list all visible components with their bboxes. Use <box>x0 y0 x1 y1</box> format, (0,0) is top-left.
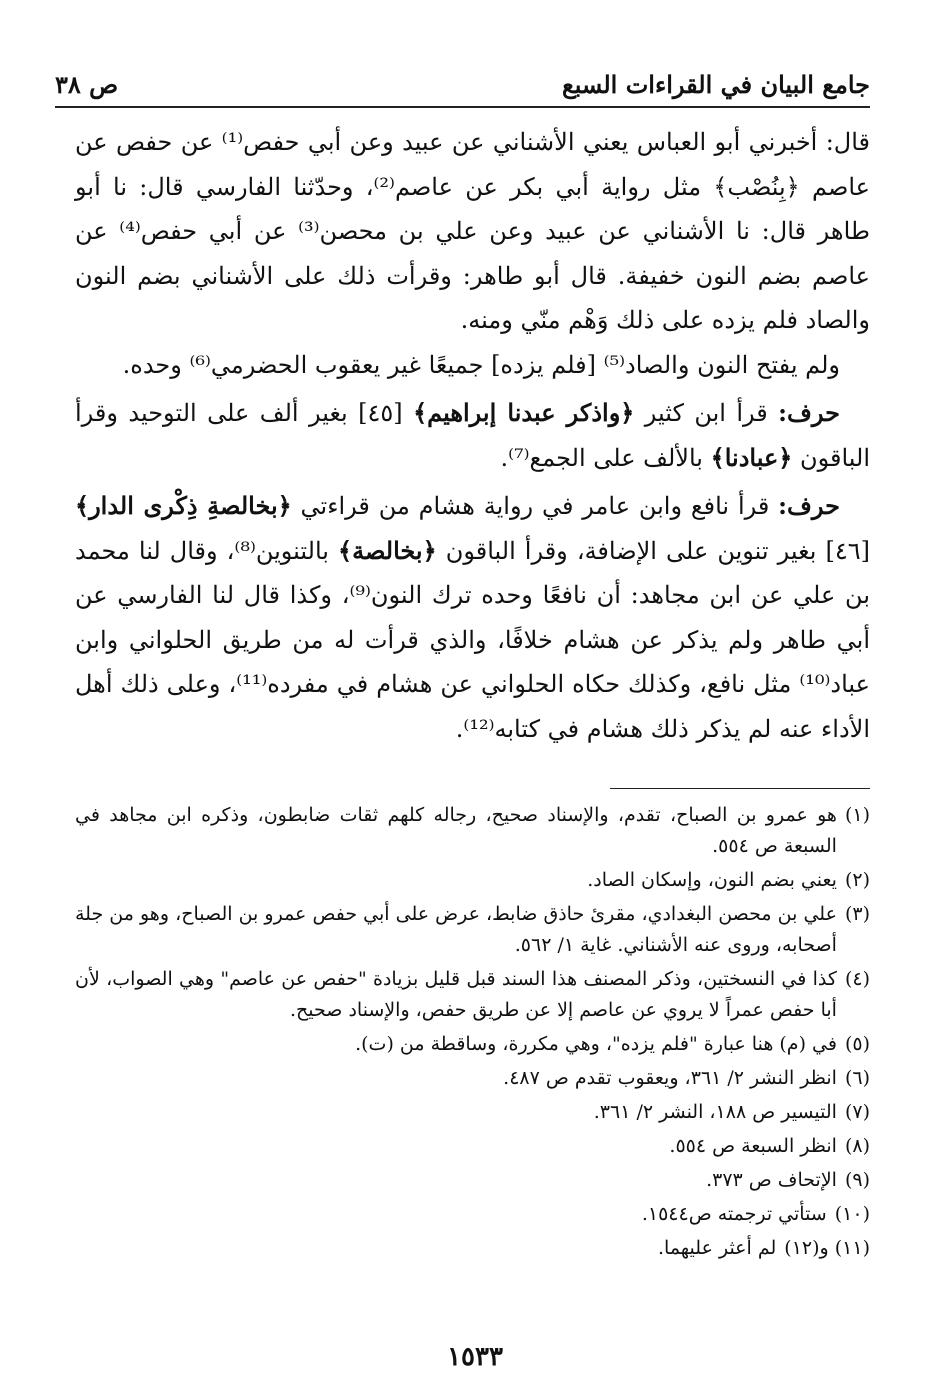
footnote-number: (١) <box>844 804 870 826</box>
paragraph-2: ولم يفتح النون والصاد⁽⁵⁾ [فلم يزده] جميعًا غير يعقوب الحضرمي⁽⁶⁾ وحده. <box>122 350 840 379</box>
paragraph-1: قال: أخبرني أبو العباس يعني الأشناني عن عبيد وعن أبي حفص⁽¹⁾ عن حفص عن عاصم ﴿بِنُصْب﴾ مثل رواية أبي بكر عن عاصم⁽²⁾، وحدّثنا الفارسي قال: نا أبو طاهر قال: نا الأشناني عن عبيد وعن علي بن محصن⁽³⁾ عن أبي حفص⁽⁴⁾ عن عاصم بضم النون خفيفة. قال أبو طاهر: وقرأت ذلك على الأشناني بضم النون والصاد فلم يزده على ذلك وَهْم منّي ومنه. <box>75 128 870 334</box>
footnote-number: (١٠) <box>834 1203 870 1225</box>
footnote-number: (١١) و(١٢) <box>784 1237 870 1259</box>
footnote-number: (٤) <box>844 968 870 990</box>
footnote <box>75 800 870 862</box>
footnote <box>75 1233 870 1264</box>
footnote-number: (٥) <box>844 1033 870 1055</box>
footnote <box>75 964 870 1026</box>
footnote-text: انظر النشر ٢/ ٣٦١، ويعقوب تقدم ص ٤٨٧. <box>503 1067 837 1089</box>
footnote-number: (٩) <box>844 1169 870 1191</box>
header-divider <box>55 106 870 108</box>
footnote-divider <box>610 788 870 789</box>
paragraph-3-part-c: بالألف على الجمع⁽⁷⁾. <box>500 443 703 472</box>
paragraph-3 <box>75 391 870 480</box>
footnote-text: الإتحاف ص ٣٧٣. <box>706 1169 837 1191</box>
paragraph-4 <box>75 484 870 751</box>
footnote <box>75 1097 870 1128</box>
book-title: جامع البيان في القراءات السبع <box>561 70 870 99</box>
main-text <box>75 120 870 751</box>
footnote <box>75 1199 870 1230</box>
footnotes <box>75 800 870 1267</box>
footnote <box>75 1131 870 1162</box>
footnote-number: (٧) <box>844 1101 870 1123</box>
footnote-text: لم أعثر عليهما. <box>657 1237 777 1259</box>
footnote-text: علي بن محصن البغدادي، مقرئ حاذق ضابط، عرض على أبي حفص عمرو بن الصباح، وهو من جلة أصحابه، وروى عنه الأشناني. غاية ١/ ٥٦٢. <box>75 903 837 956</box>
paragraph-3-part-a: قرأ ابن كثير <box>644 399 768 427</box>
page-number: ١٥٣٣ <box>447 1342 503 1372</box>
footnote-text: انظر السبعة ص ٥٥٤. <box>669 1135 837 1157</box>
footnote-text: التيسير ص ١٨٨، النشر ٢/ ٣٦١. <box>593 1101 837 1123</box>
footnote-number: (٦) <box>844 1067 870 1089</box>
footnote-text: هو عمرو بن الصباح، تقدم، والإسناد صحيح، رجاله كلهم ثقات ضابطون، وذكره ابن مجاهد في السبعة ص ٥٥٤. <box>75 804 837 857</box>
paragraph-3-part-b: [٤٥] بغير ألف على التوحيد وقرأ الباقون <box>75 399 870 472</box>
footnote-number: (٨) <box>844 1135 870 1157</box>
footnote-number: (٢) <box>844 869 870 891</box>
harf-label: حرف: <box>778 491 840 520</box>
paragraph-4-part-a: قرأ نافع وابن عامر في رواية هشام من قراءتي <box>300 492 770 520</box>
harf-label: حرف: <box>778 398 840 427</box>
footnote <box>75 1029 870 1060</box>
paragraph-4-part-b: [٤٦] بغير تنوين على الإضافة، وقرأ الباقون <box>445 536 870 565</box>
footnote <box>75 899 870 961</box>
footnote-text: ستأتي ترجمته ص١٥٤٤. <box>641 1203 827 1225</box>
footnote-number: (٣) <box>844 903 870 925</box>
running-header <box>55 62 870 102</box>
quran-quote: ﴿بخالصة﴾ <box>338 535 437 565</box>
page-reference: ص ٣٨ <box>55 70 119 99</box>
footnote <box>75 865 870 896</box>
paragraph-4-part-c: بالتنوين⁽⁸⁾، وقال لنا محمد بن علي عن ابن مجاهد: أن نافعًا وحده ترك النون⁽⁹⁾، وكذا قال لنا الفارسي عن أبي طاهر ولم يذكر عن هشام خلافًا، والذي قرأت له من طريق الحلواني وابن عباد⁽¹⁰⁾ مثل نافع، وكذلك حكاه الحلواني عن هشام في مفرده⁽¹¹⁾، وعلى ذلك أهل الأداء عنه لم يذكر ذلك هشام في كتابه⁽¹²⁾. <box>75 536 870 743</box>
footnote <box>75 1063 870 1094</box>
quran-quote: ﴿عبادنا﴾ <box>710 442 793 472</box>
footnote-text: كذا في النسختين، وذكر المصنف هذا السند قبل قليل بزيادة "حفص عن عاصم" وهي الصواب، لأن أبا حفص عمراً لا يروي عن عاصم إلا عن طريق حفص، والإسناد صحيح. <box>75 968 837 1021</box>
footnote-text: يعني بضم النون، وإسكان الصاد. <box>587 869 837 891</box>
footnote <box>75 1165 870 1196</box>
quran-quote: ﴿بخالصةِ ذِكْرى الدار﴾ <box>75 491 292 520</box>
quran-quote: ﴿واذكر عبدنا إبراهيم﴾ <box>413 398 635 427</box>
footnote-text: في (م) هنا عبارة "فلم يزده"، وهي مكررة، وساقطة من (ت). <box>355 1033 837 1055</box>
